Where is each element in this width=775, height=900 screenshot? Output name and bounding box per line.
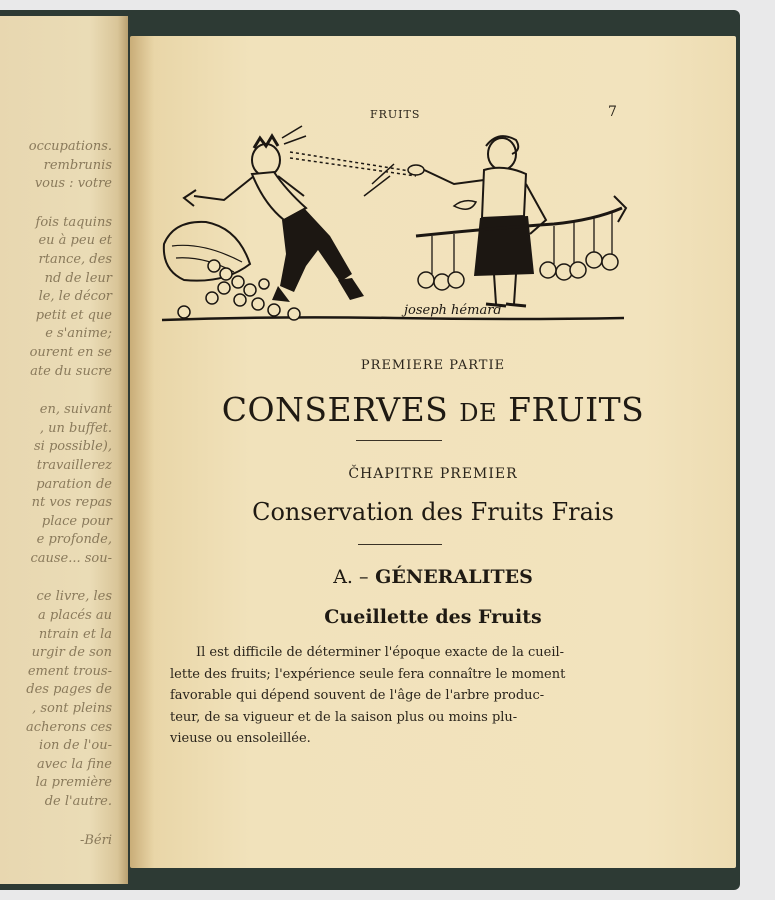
- page-number: 7: [608, 104, 617, 120]
- left-line: eu à peu et: [38, 233, 112, 249]
- body-line: teur, de sa vigueur et de la saison plus ou moins plu-: [170, 709, 518, 725]
- left-line: fois taquins: [35, 214, 112, 230]
- right-page: [130, 36, 736, 868]
- left-line: en, suivant: [39, 402, 112, 418]
- part-title-word: CONSERVES: [221, 390, 449, 429]
- part-title-word: DE: [459, 399, 498, 427]
- part-title-word: FRUITS: [508, 390, 645, 429]
- body-line: vieuse ou ensoleillée.: [170, 731, 311, 746]
- chapter-label: ČHAPITRE PREMIER: [348, 466, 518, 482]
- left-line: ourent en se: [29, 344, 112, 360]
- left-signature: -Béri: [79, 832, 112, 848]
- section-heading-text: GÉNERALITES: [375, 566, 533, 588]
- left-line: avec la fine: [37, 756, 112, 772]
- left-line: vous : votre: [34, 176, 112, 192]
- left-line: paration de: [36, 476, 112, 492]
- left-line: acherons ces: [26, 719, 112, 735]
- left-line: nd de leur: [44, 270, 112, 286]
- left-line: la première: [35, 775, 112, 791]
- left-line: des pages de: [26, 682, 112, 698]
- left-page: [0, 16, 128, 884]
- body-line: lette des fruits; l'expérience seule fera connaître le moment: [170, 666, 566, 682]
- body-paragraph: [170, 642, 640, 750]
- left-line: urgir de son: [31, 645, 112, 661]
- chapter-rule: [358, 544, 442, 545]
- left-line: ion de l'ou-: [39, 738, 112, 754]
- left-page-text: [2, 138, 112, 850]
- title-rule: [356, 440, 442, 441]
- left-line: rembrunis: [43, 157, 112, 173]
- left-line: , un buffet.: [39, 420, 112, 436]
- left-line: rtance, des: [38, 251, 112, 267]
- left-line: cause... sou-: [30, 550, 112, 566]
- left-line: place pour: [41, 513, 112, 529]
- left-line: ate du sucre: [30, 363, 112, 379]
- running-head: FRUITS: [370, 108, 421, 121]
- subsection-heading: Cueillette des Fruits: [324, 606, 542, 628]
- left-line: , sont pleins: [32, 701, 112, 717]
- cartoon-illustration: [154, 124, 634, 324]
- left-line: si possible),: [34, 439, 112, 455]
- part-title: [130, 390, 736, 429]
- left-line: le, le décor: [38, 289, 112, 305]
- section-letter: A. –: [333, 566, 369, 588]
- part-label: PREMIERE PARTIE: [360, 358, 506, 373]
- left-line: e profonde,: [36, 532, 112, 548]
- left-line: ntrain et la: [38, 626, 112, 642]
- left-line: e s'anime;: [45, 326, 112, 342]
- chapter-title: Conservation des Fruits Frais: [252, 498, 614, 526]
- left-line: occupations.: [28, 139, 112, 154]
- left-line: a placés au: [37, 608, 112, 624]
- left-line: ement trous-: [27, 663, 112, 679]
- left-line: ce livre, les: [36, 589, 112, 605]
- body-line: favorable qui dépend souvent de l'âge de l'arbre produc-: [170, 688, 545, 703]
- left-line: de l'autre.: [44, 794, 112, 809]
- body-line: Il est difficile de déterminer l'époque exacte de la cueil-: [196, 645, 565, 660]
- section-heading: [130, 566, 736, 588]
- illustration-signature: joseph hémard: [404, 303, 502, 318]
- left-line: petit et que: [35, 307, 112, 323]
- left-line: nt vos repas: [31, 495, 112, 511]
- left-line: travaillerez: [36, 457, 112, 473]
